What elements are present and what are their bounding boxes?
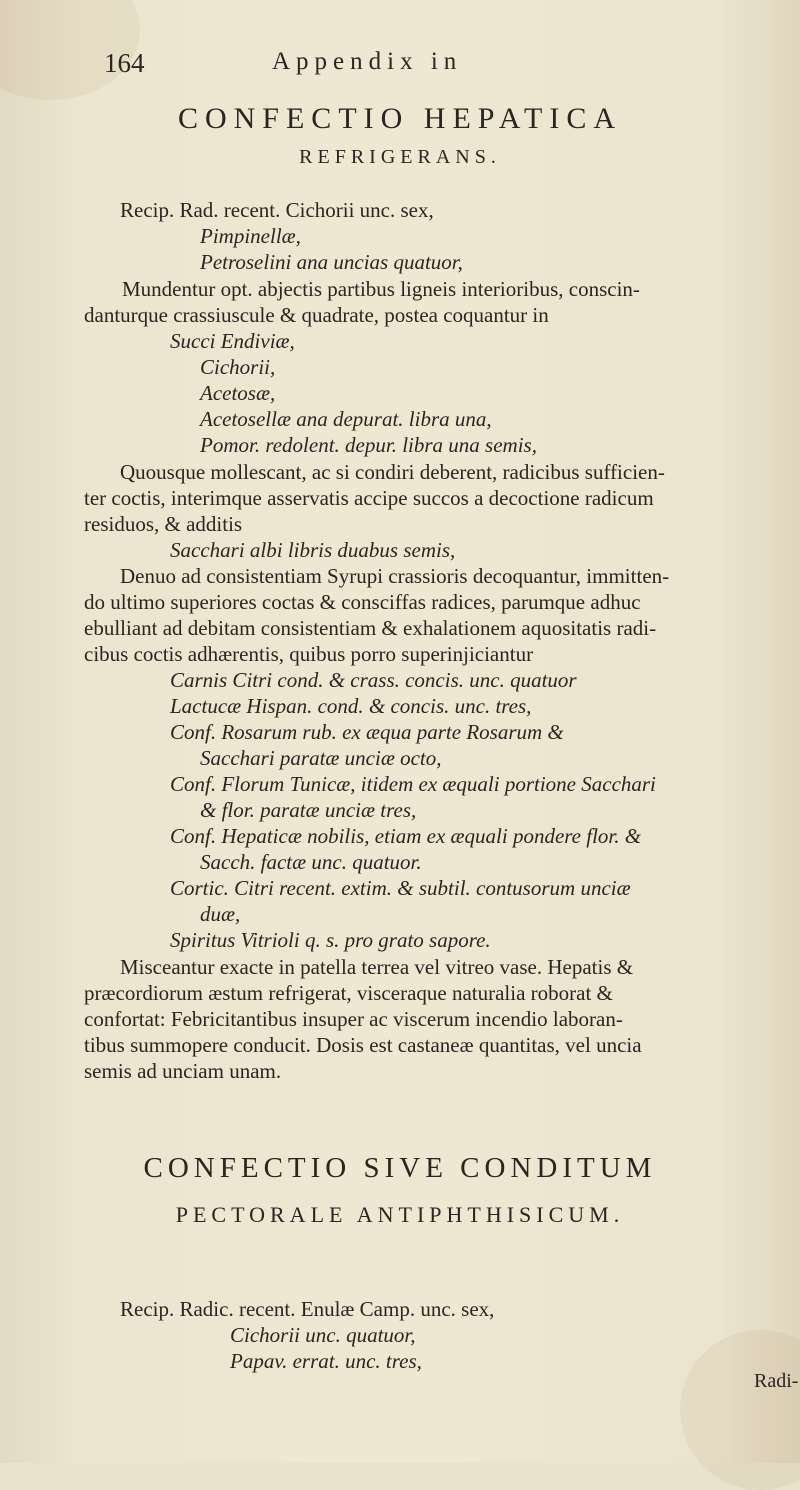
- text-line: Acetosæ,: [200, 381, 276, 405]
- text-line: Mundentur opt. abjectis partibus ligneis interioribus, conscin-: [122, 277, 640, 301]
- text-line: Conf. Florum Tunicæ, itidem ex æquali portione Sacchari: [170, 772, 656, 796]
- text-line: do ultimo superiores coctas & consciffas radices, parumque adhuc: [84, 590, 641, 614]
- running-head: Appendix in: [272, 48, 463, 75]
- text-line: & flor. paratæ unciæ tres,: [200, 798, 417, 822]
- text-line: cibus coctis adhærentis, quibus porro superinjiciantur: [84, 642, 534, 666]
- text-line: danturque crassiuscule & quadrate, postea coquantur in: [84, 303, 549, 327]
- text-line: Cortic. Citri recent. extim. & subtil. contusorum unciæ: [170, 876, 631, 900]
- text-line: Sacchari albi libris duabus semis,: [170, 538, 456, 562]
- text-line: Succi Endiviæ,: [170, 329, 295, 353]
- text-line: Cichorii,: [200, 355, 276, 379]
- text-line: Sacch. factæ unc. quatuor.: [200, 850, 422, 874]
- text-line: residuos, & additis: [84, 512, 243, 536]
- text-line: Misceantur exacte in patella terrea vel vitreo vase. Hepatis &: [120, 955, 634, 979]
- text-line: Petroselini ana uncias quatuor,: [200, 250, 463, 274]
- text-line: Papav. errat. unc. tres,: [230, 1349, 422, 1373]
- text-line: Quousque mollescant, ac si condiri deberent, radicibus sufficien-: [120, 460, 665, 484]
- page-header: [0, 44, 800, 84]
- section-subtitle-refrigerans: REFRIGERANS.: [299, 146, 501, 168]
- text-line: Sacchari paratæ unciæ octo,: [200, 746, 442, 770]
- text-line: Cichorii unc. quatuor,: [230, 1323, 416, 1347]
- text-line: Spiritus Vitrioli q. s. pro grato sapore.: [170, 928, 491, 952]
- text-line: præcordiorum æstum refrigerat, visceraque naturalia roborat &: [84, 981, 613, 1005]
- section-title-conditum: CONFECTIO SIVE CONDITUM: [143, 1152, 657, 1184]
- section-subtitle-pectorale: PECTORALE ANTIPHTHISICUM.: [175, 1202, 625, 1227]
- text-line: Denuo ad consistentiam Syrupi crassioris decoquantur, immitten-: [120, 564, 670, 588]
- text-line: tibus summopere conducit. Dosis est castaneæ quantitas, vel uncia: [84, 1033, 642, 1057]
- text-line: Carnis Citri cond. & crass. concis. unc. quatuor: [170, 668, 577, 692]
- text-line: confortat: Febricitantibus insuper ac viscerum incendio laboran-: [84, 1007, 623, 1031]
- text-line: Conf. Rosarum rub. ex æqua parte Rosarum &: [170, 720, 564, 744]
- text-line: Pimpinellæ,: [200, 224, 301, 248]
- text-line: semis ad unciam unam.: [84, 1059, 282, 1083]
- text-line: Recip. Rad. recent. Cichorii unc. sex,: [120, 198, 434, 222]
- text-line: Lactucæ Hispan. cond. & concis. unc. tres,: [170, 694, 532, 718]
- text-line: duæ,: [200, 902, 241, 926]
- text-line: Pomor. redolent. depur. libra una semis,: [200, 433, 537, 457]
- paper-stain: [680, 1330, 800, 1490]
- section-title-hepatica: CONFECTIO HEPATICA: [177, 102, 623, 135]
- text-line: ter coctis, interimque asservatis accipe succos a decoctione radicum: [84, 486, 654, 510]
- text-line: Recip. Radic. recent. Enulæ Camp. unc. sex,: [120, 1297, 495, 1321]
- text-line: Conf. Hepaticæ nobilis, etiam ex æquali pondere flor. &: [170, 824, 642, 848]
- catchword: Radi-: [754, 1370, 799, 1392]
- page-number: 164: [104, 48, 145, 78]
- text-line: ebulliant ad debitam consistentiam & exhalationem aquositatis radi-: [84, 616, 657, 640]
- text-line: Acetosellæ ana depurat. libra una,: [200, 407, 492, 431]
